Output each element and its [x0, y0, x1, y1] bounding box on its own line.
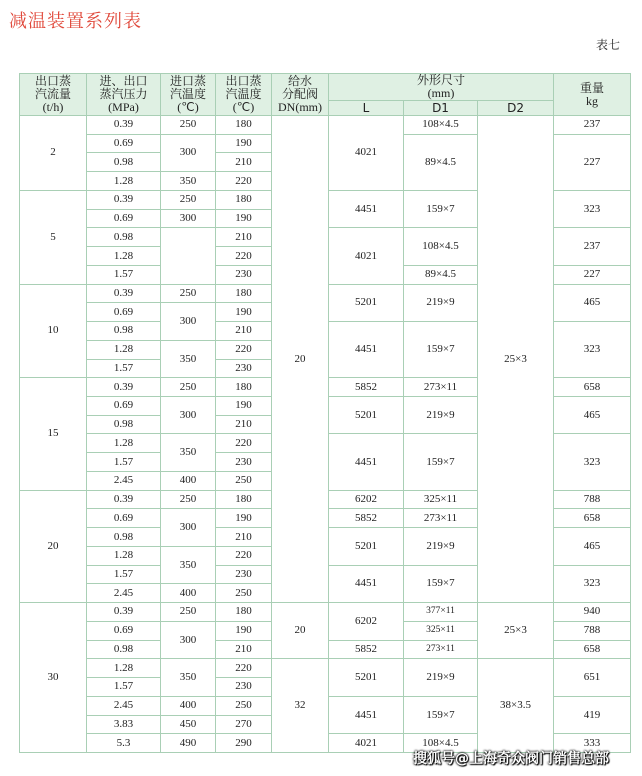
cell-D1: 219×9: [404, 397, 478, 434]
cell-flow: 30: [20, 603, 87, 753]
cell-D1: 377×11: [404, 603, 478, 622]
cell-flow: 2: [20, 116, 87, 191]
cell-outlet-temp: 250: [216, 696, 272, 715]
cell-length-L: 5201: [329, 397, 404, 434]
cell-length-L: 4451: [329, 565, 404, 602]
cell-weight: 333: [554, 734, 631, 753]
cell-weight: 323: [554, 434, 631, 490]
cell-pressure: 2.45: [87, 696, 161, 715]
cell-inlet-temp: 350: [161, 340, 216, 377]
cell-inlet-temp: 250: [161, 603, 216, 622]
cell-outlet-temp: 270: [216, 715, 272, 734]
table-row: [20, 659, 631, 678]
cell-D1: 159×7: [404, 565, 478, 602]
cell-outlet-temp: 190: [216, 621, 272, 640]
cell-length-L: 4451: [329, 190, 404, 227]
cell-D1: 108×4.5: [404, 734, 478, 753]
header-D2: D2: [478, 101, 554, 116]
cell-outlet-temp: 190: [216, 397, 272, 416]
cell-weight: 658: [554, 378, 631, 397]
cell-flow: 5: [20, 190, 87, 284]
cell-pressure: 1.28: [87, 247, 161, 266]
cell-inlet-temp: 300: [161, 397, 216, 434]
cell-pressure: 0.39: [87, 378, 161, 397]
cell-D1: 159×7: [404, 322, 478, 378]
cell-weight: 658: [554, 509, 631, 528]
cell-length-L: 5852: [329, 378, 404, 397]
cell-pressure: 2.45: [87, 584, 161, 603]
cell-D1: 159×7: [404, 696, 478, 733]
table-row: [20, 116, 631, 135]
cell-outlet-temp: 180: [216, 190, 272, 209]
cell-D1: 108×4.5: [404, 116, 478, 135]
cell-length-L: 5201: [329, 528, 404, 565]
cell-outlet-temp: 210: [216, 528, 272, 547]
cell-outlet-temp: 250: [216, 584, 272, 603]
cell-outlet-temp: 210: [216, 322, 272, 341]
cell-flow: 15: [20, 378, 87, 490]
cell-outlet-temp: 180: [216, 603, 272, 622]
cell-D1: 273×11: [404, 509, 478, 528]
cell-inlet-temp: 400: [161, 471, 216, 490]
cell-pressure: 1.28: [87, 434, 161, 453]
cell-pressure: 0.39: [87, 190, 161, 209]
cell-weight: 323: [554, 190, 631, 227]
cell-outlet-temp: 210: [216, 640, 272, 659]
table-body: [20, 116, 631, 753]
cell-D1: 89×4.5: [404, 134, 478, 190]
cell-flow: 20: [20, 490, 87, 602]
cell-weight: 465: [554, 284, 631, 321]
cell-weight: 237: [554, 116, 631, 135]
table-row: [20, 603, 631, 622]
cell-weight: 227: [554, 265, 631, 284]
cell-outlet-temp: 180: [216, 284, 272, 303]
cell-inlet-temp: 350: [161, 659, 216, 696]
cell-pressure: 3.83: [87, 715, 161, 734]
cell-D1: 159×7: [404, 190, 478, 227]
cell-inlet-temp: 300: [161, 303, 216, 340]
cell-inlet-temp: 300: [161, 209, 216, 228]
cell-pressure: 1.28: [87, 546, 161, 565]
cell-pressure: 0.98: [87, 228, 161, 247]
cell-pressure: 0.69: [87, 303, 161, 322]
cell-outlet-temp: 190: [216, 303, 272, 322]
cell-inlet-temp: 300: [161, 621, 216, 658]
cell-inlet-temp: 250: [161, 284, 216, 303]
cell-weight: 658: [554, 640, 631, 659]
cell-valve-dn: 20: [272, 603, 329, 659]
header-valve: 给水 分配阀 DN(mm): [272, 74, 329, 116]
cell-outlet-temp: 190: [216, 509, 272, 528]
cell-D1: 273×11: [404, 640, 478, 659]
cell-outlet-temp: 210: [216, 228, 272, 247]
cell-outlet-temp: 180: [216, 116, 272, 135]
cell-inlet-temp: 250: [161, 490, 216, 509]
cell-inlet-temp: 400: [161, 696, 216, 715]
cell-weight: 237: [554, 228, 631, 265]
cell-D1: 325×11: [404, 490, 478, 509]
cell-length-L: 4451: [329, 696, 404, 733]
cell-outlet-temp: 290: [216, 734, 272, 753]
cell-pressure: 0.39: [87, 284, 161, 303]
cell-outlet-temp: 180: [216, 490, 272, 509]
cell-pressure: 5.3: [87, 734, 161, 753]
cell-length-L: 4021: [329, 734, 404, 753]
cell-outlet-temp: 230: [216, 453, 272, 472]
header-pressure: 进、出口 蒸汽压力 (MPa): [87, 74, 161, 116]
cell-outlet-temp: 230: [216, 359, 272, 378]
cell-pressure: 0.69: [87, 209, 161, 228]
cell-inlet-temp: 300: [161, 509, 216, 546]
cell-outlet-temp: 180: [216, 378, 272, 397]
cell-inlet-temp: 450: [161, 715, 216, 734]
cell-outlet-temp: 220: [216, 659, 272, 678]
cell-pressure: 1.28: [87, 172, 161, 191]
page-title: 减温装置系列表: [9, 11, 142, 32]
cell-length-L: 4451: [329, 322, 404, 378]
header-flow: 出口蒸 汽流量 (t/h): [20, 74, 87, 116]
header-L: L: [329, 101, 404, 116]
cell-inlet-temp: 490: [161, 734, 216, 753]
cell-length-L: 6202: [329, 490, 404, 509]
cell-pressure: 1.57: [87, 678, 161, 697]
cell-pressure: 0.39: [87, 116, 161, 135]
cell-pressure: 0.39: [87, 603, 161, 622]
cell-length-L: 4451: [329, 434, 404, 490]
cell-pressure: 1.28: [87, 340, 161, 359]
cell-outlet-temp: 230: [216, 678, 272, 697]
header-D1: D1: [404, 101, 478, 116]
cell-inlet-temp: 400: [161, 584, 216, 603]
cell-weight: 788: [554, 490, 631, 509]
cell-pressure: 0.98: [87, 528, 161, 547]
cell-flow: 10: [20, 284, 87, 378]
cell-inlet-temp: 350: [161, 546, 216, 583]
cell-outlet-temp: 210: [216, 415, 272, 434]
cell-D1: 219×9: [404, 528, 478, 565]
cell-pressure: 0.98: [87, 640, 161, 659]
cell-outlet-temp: 220: [216, 172, 272, 191]
cell-D2: 38×3.5: [478, 659, 554, 753]
cell-pressure: 0.69: [87, 134, 161, 153]
cell-outlet-temp: 210: [216, 153, 272, 172]
cell-D1: 108×4.5: [404, 228, 478, 265]
cell-length-L: 6202: [329, 603, 404, 640]
cell-D1: 219×9: [404, 284, 478, 321]
cell-length-L: 5852: [329, 640, 404, 659]
cell-pressure: 0.98: [87, 322, 161, 341]
watermark: 搜狐号@上海奇众阀门销售总部: [413, 751, 609, 767]
cell-pressure: 0.39: [87, 490, 161, 509]
cell-D1: 273×11: [404, 378, 478, 397]
cell-weight: 651: [554, 659, 631, 696]
cell-weight: 788: [554, 621, 631, 640]
cell-pressure: 1.57: [87, 265, 161, 284]
desuperheater-series-table: [19, 73, 631, 753]
cell-inlet-temp: 300: [161, 134, 216, 171]
cell-outlet-temp: 250: [216, 471, 272, 490]
cell-D2: 25×3: [478, 116, 554, 603]
cell-pressure: 0.98: [87, 153, 161, 172]
cell-outlet-temp: 220: [216, 434, 272, 453]
cell-weight: 227: [554, 134, 631, 190]
header-weight: 重量 kg: [554, 74, 631, 116]
cell-inlet-temp: 250: [161, 378, 216, 397]
cell-D1: 89×4.5: [404, 265, 478, 284]
cell-inlet-temp: 350: [161, 172, 216, 191]
cell-inlet-temp: [161, 228, 216, 284]
cell-pressure: 0.69: [87, 509, 161, 528]
cell-length-L: 4021: [329, 116, 404, 191]
cell-weight: 419: [554, 696, 631, 733]
cell-outlet-temp: 230: [216, 265, 272, 284]
table-number: 表七: [596, 38, 621, 52]
header-inlet-temp: 进口蒸 汽温度 (℃): [161, 74, 216, 116]
cell-weight: 465: [554, 528, 631, 565]
cell-outlet-temp: 220: [216, 546, 272, 565]
cell-outlet-temp: 190: [216, 209, 272, 228]
cell-pressure: 1.28: [87, 659, 161, 678]
cell-outlet-temp: 190: [216, 134, 272, 153]
cell-pressure: 0.69: [87, 621, 161, 640]
header-outlet-temp: 出口蒸 汽温度 (℃): [216, 74, 272, 116]
cell-D1: 219×9: [404, 659, 478, 696]
cell-pressure: 0.69: [87, 397, 161, 416]
cell-weight: 940: [554, 603, 631, 622]
cell-pressure: 1.57: [87, 453, 161, 472]
cell-weight: 323: [554, 565, 631, 602]
cell-pressure: 1.57: [87, 359, 161, 378]
cell-weight: 465: [554, 397, 631, 434]
cell-length-L: 5201: [329, 659, 404, 696]
cell-length-L: 5852: [329, 509, 404, 528]
cell-weight: 323: [554, 322, 631, 378]
cell-pressure: 1.57: [87, 565, 161, 584]
cell-pressure: 0.98: [87, 415, 161, 434]
cell-D1: 325×11: [404, 621, 478, 640]
cell-pressure: 2.45: [87, 471, 161, 490]
cell-inlet-temp: 250: [161, 116, 216, 135]
cell-D2: 25×3: [478, 603, 554, 659]
cell-length-L: 4021: [329, 228, 404, 284]
cell-outlet-temp: 230: [216, 565, 272, 584]
cell-D1: 159×7: [404, 434, 478, 490]
cell-outlet-temp: 220: [216, 340, 272, 359]
cell-outlet-temp: 220: [216, 247, 272, 266]
cell-valve-dn: 32: [272, 659, 329, 753]
cell-length-L: 5201: [329, 284, 404, 321]
cell-inlet-temp: 350: [161, 434, 216, 471]
header-dimensions: 外形尺寸 (mm): [329, 74, 554, 101]
cell-valve-dn: 20: [272, 116, 329, 603]
cell-inlet-temp: 250: [161, 190, 216, 209]
